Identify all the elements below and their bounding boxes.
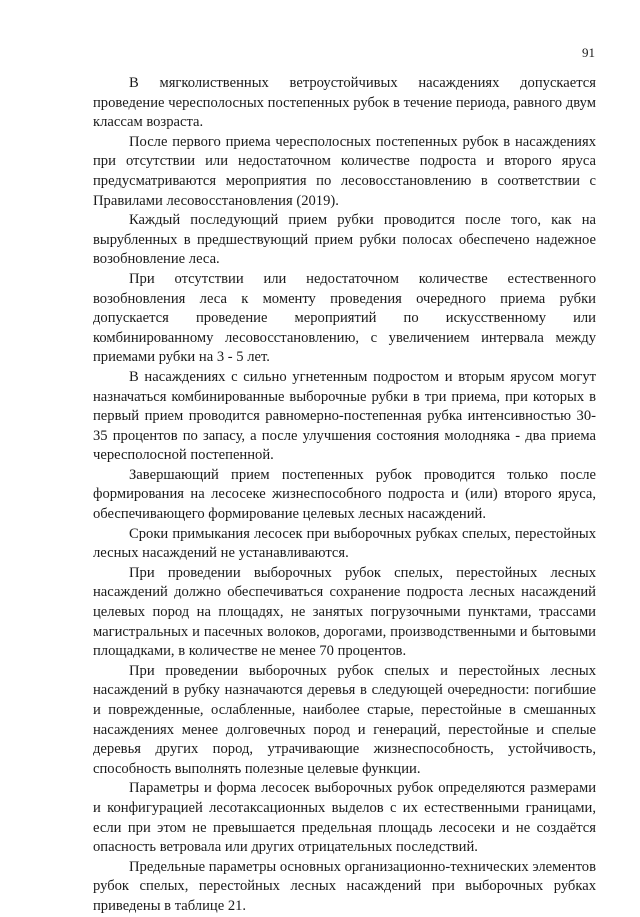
- paragraph: При отсутствии или недостаточном количестве естественного возобновления леса к моменту проведения очередного приема рубки допускается проведение мероприятий по искусственному или комбинированному лесовосстановлению, с увеличением интервала между приемами рубки на 3 - 5 лет.: [93, 270, 596, 366]
- page-number: 91: [582, 45, 595, 60]
- paragraph: При проведении выборочных рубок спелых и перестойных лесных насаждений в рубку назначаются деревья в следующей очередности: погибшие и поврежденные, ослабленные, наиболее старые, перестойные в смешанных насаждениях менее долговечных пород и генераций, перестойные и спелые деревья других пород, утрачивающие жизнеспособность, устойчивость, способность выполнять полезные целевые функции.: [93, 662, 596, 777]
- paragraph: При проведении выборочных рубок спелых, перестойных лесных насаждений должно обеспечиваться сохранение подроста лесных насаждений целевых пород на площадях, не занятых погрузочными пунктами, трассами магистральных и пасечных волоков, дорогами, производственными и бытовыми площадками, в количестве не менее 70 процентов.: [93, 564, 596, 660]
- paragraph: Предельные параметры основных организационно-технических элементов рубок спелых, перестойных лесных насаждений при выборочных рубках приведены в таблице 21.: [93, 858, 596, 914]
- body-text: [93, 74, 596, 917]
- paragraph: После первого приема чересполосных постепенных рубок в насаждениях при отсутствии или недостаточном количестве подроста и второго яруса предусматриваются мероприятия по лесовосстановлению в соответствии с Правилами лесовосстановления (2019).: [93, 133, 596, 209]
- paragraph: В мягколиственных ветроустойчивых насаждениях допускается проведение чересполосных постепенных рубок в течение периода, равного двум классам возраста.: [93, 75, 596, 131]
- paragraph: Завершающий прием постепенных рубок проводится только после формирования на лесосеке жизнеспособного подроста и (или) второго яруса, обеспечивающего формирование целевых лесных насаждений.: [93, 466, 596, 523]
- paragraph: Сроки примыкания лесосек при выборочных рубках спелых, перестойных лесных насаждений не устанавливаются.: [93, 525, 596, 562]
- paragraph: Каждый последующий прием рубки проводится после того, как на вырубленных в предшествующий прием рубки полосах обеспечено надежное возобновление леса.: [93, 212, 596, 268]
- paragraph: Параметры и форма лесосек выборочных рубок определяются размерами и конфигурацией лесотаксационных выделов с их естественными границами, если при этом не превышается предельная площадь лесосеки и не создаётся опасность ветровала или других отрицательных последствий.: [93, 780, 596, 856]
- paragraph: В насаждениях с сильно угнетенным подростом и вторым ярусом могут назначаться комбинированные выборочные рубки в три приема, при которых в первый прием проводится равномерно-постепенная рубка интенсивностью 30-35 процентов по запасу, а после улучшения состояния молодняка - два приема чересполосной постепенной.: [93, 368, 596, 464]
